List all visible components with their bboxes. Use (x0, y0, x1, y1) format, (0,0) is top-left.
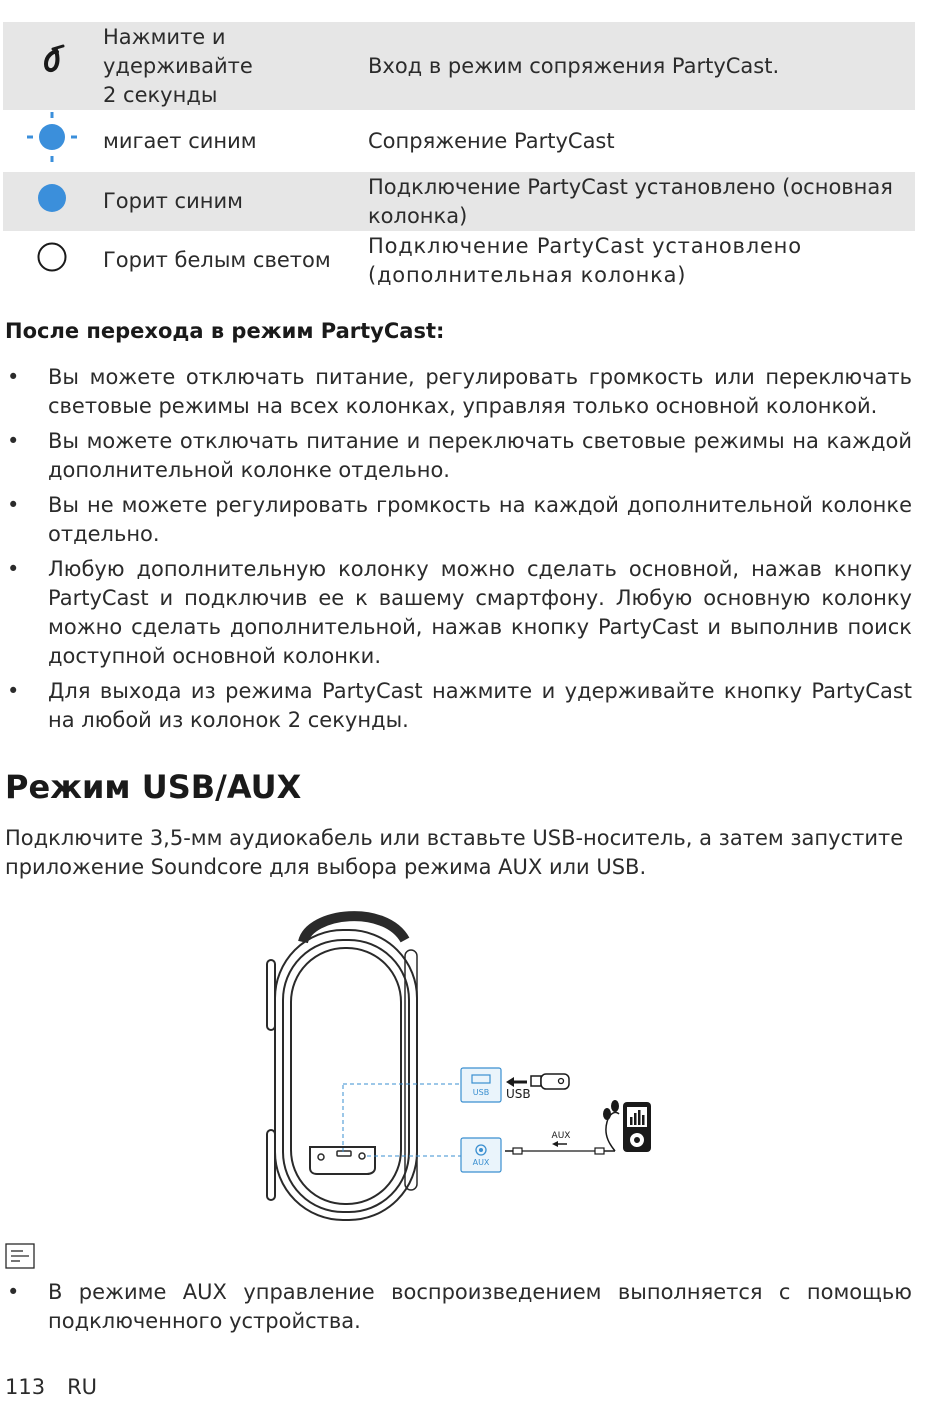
partycast-icon (37, 44, 67, 80)
list-item: • В режиме AUX управление воспроизведением выполняется с помощью подключенного устройства. (7, 1280, 912, 1333)
aux-port (367, 1138, 501, 1172)
result-cell: Подключение PartyCast установлено (дополнительная колонка) (368, 233, 802, 287)
action-cell: Горит синим (100, 172, 363, 231)
action-cell: Нажмите и удерживайте 2 секунды (100, 22, 363, 110)
partycast-bullets (5, 363, 912, 741)
note-icon (5, 1243, 35, 1269)
blue-blinking-led-icon (25, 110, 79, 164)
list-item: • Вы не можете регулировать громкость на каждой дополнительной колонке отдельно. (7, 493, 912, 546)
list-item: • Для выхода из режима PartyCast нажмите и удерживайте кнопку PartyCast на любой из колонок 2 секунды. (7, 679, 912, 732)
table-row (3, 172, 915, 231)
aux-cable-icon (505, 1131, 615, 1154)
list-item: • Вы можете отключать питание и переключать световые режимы на каждой дополнительной колонке отдельно. (7, 429, 912, 482)
usb-aux-intro: Подключите 3,5-мм аудиокабель или вставьте USB-носитель, а затем запустите приложение Soundcore для выбора режима AUX или USB. (5, 826, 904, 879)
aux-label: AUX (551, 1131, 571, 1141)
result-cell: Вход в режим сопряжения PartyCast. (363, 22, 915, 110)
table-row (3, 110, 915, 172)
list-item: • Вы можете отключать питание, регулировать громкость или переключать световые режимы на всех колонках, управляя только основной колонкой. (7, 365, 912, 418)
note-bullets (5, 1278, 912, 1336)
usb-aux-heading: Режим USB/AUX (5, 768, 302, 806)
action-cell: Горит белым светом (103, 248, 331, 272)
music-player-icon (603, 1100, 651, 1152)
result-cell: Сопряжение PartyCast (368, 128, 615, 153)
white-led-icon (36, 241, 68, 273)
page-footer (5, 1375, 97, 1399)
list-item: • Любую дополнительную колонку можно сделать основной, нажав кнопку PartyCast и подключив ее к вашему смартфону. Любую основную колонку можно сделать дополнительной, нажав кнопку PartyCast и выполнив поиск доступной основной колонки. (7, 557, 912, 668)
result-cell: Подключение PartyCast установлено (основная колонка) (363, 172, 915, 231)
table-row (3, 22, 915, 110)
action-cell: мигает синим (103, 128, 257, 153)
page-number: 113 (5, 1375, 46, 1399)
usb-port-label: USB (472, 1088, 490, 1097)
speaker-illustration (267, 916, 417, 1220)
partycast-heading: После перехода в режим PartyCast: (5, 319, 445, 343)
led-status-table (3, 22, 915, 290)
language-code: RU (67, 1375, 98, 1399)
aux-port-label: AUX (472, 1158, 490, 1167)
usb-aux-connection-diagram (255, 900, 665, 1222)
blue-solid-led-icon (36, 182, 68, 214)
usb-label: USB (506, 1087, 531, 1101)
usb-stick-icon (506, 1074, 569, 1101)
table-row (3, 231, 915, 290)
